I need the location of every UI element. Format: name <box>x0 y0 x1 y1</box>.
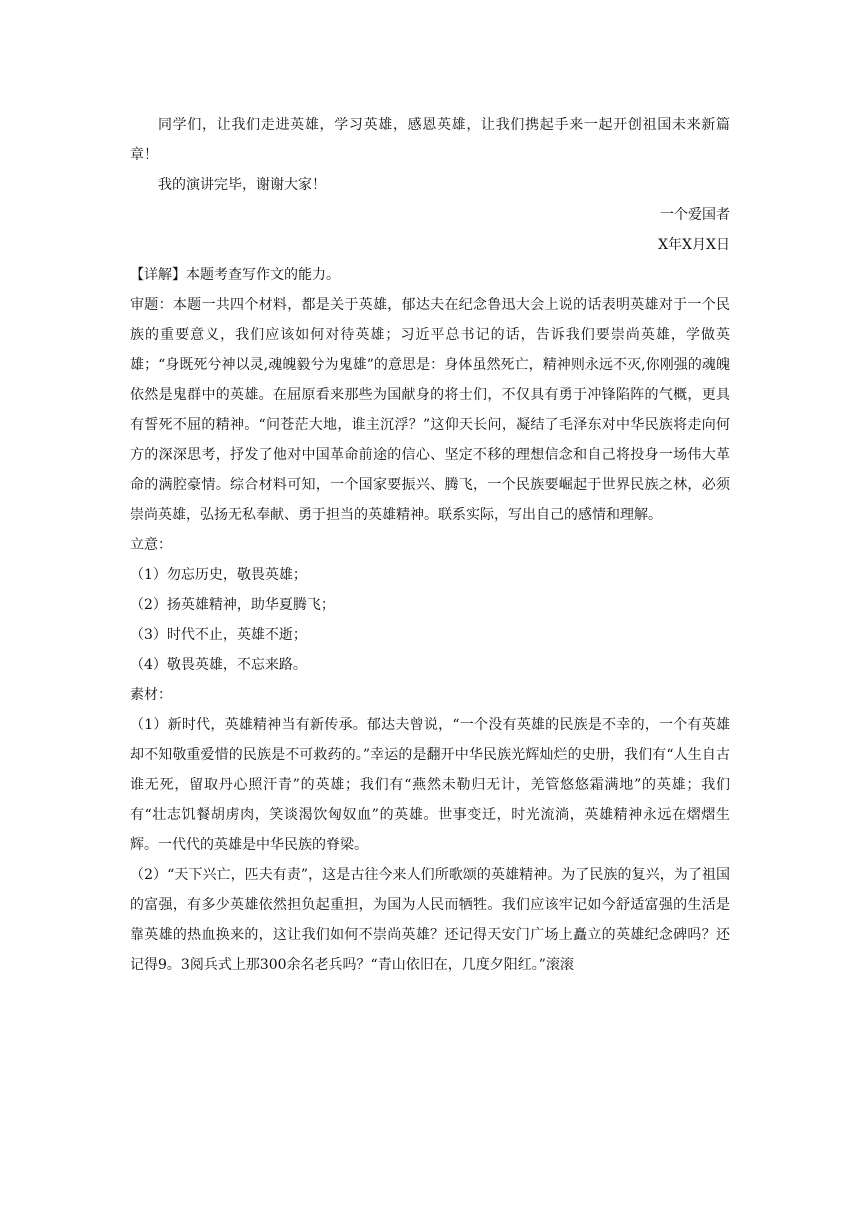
theme-item: （4）敬畏英雄，不忘来路。 <box>130 657 307 673</box>
detail-heading: 【详解】本题考查写作文的能力。 <box>130 267 340 283</box>
closing-thanks-paragraph: 我的演讲完毕，谢谢大家！ <box>158 177 326 193</box>
document-body <box>130 110 730 980</box>
theme-item: （1）勿忘历史，敬畏英雄； <box>130 567 307 583</box>
closing-call-paragraph: 同学们，让我们走进英雄，学习英雄，感恩英雄，让我们携起手来一起开创祖国未来新篇章！ <box>130 117 730 163</box>
material-item: （2）“天下兴亡，匹夫有责”，这是古往今来人们所歌颂的英雄精神。为了民族的复兴，为了祖国的富强，有多少英雄依然担负起重担，为国为人民而牺牲。我们应该牢记如今舒适富强的生活是靠英雄的热血换来的，这让我们如何不崇尚英雄？还记得天安门广场上矗立的英雄纪念碑吗？还记得9。3阅兵式上那300余名老兵吗？“青山依旧在，几度夕阳红。”滚滚 <box>130 867 730 973</box>
date-line: X年X月X日 <box>658 237 730 253</box>
material-item: （1）新时代，英雄精神当有新传承。郁达夫曾说，“一个没有英雄的民族是不幸的，一个有英雄却不知敬重爱惜的民族是不可救药的。”幸运的是翻开中华民族光辉灿烂的史册，我们有“人生自古谁无死，留取丹心照汗青”的英雄；我们有“燕然未勒归无计，羌管悠悠霜满地”的英雄；我们有“壮志饥餐胡虏肉，笑谈渴饮匈奴血”的英雄。世事变迁，时光流淌，英雄精神永远在熠熠生辉。一代代的英雄是中华民族的脊梁。 <box>130 717 730 853</box>
theme-heading: 立意： <box>130 537 172 553</box>
theme-item: （3）时代不止，英雄不逝； <box>130 627 307 643</box>
material-heading: 素材： <box>130 687 172 703</box>
theme-item: （2）扬英雄精神，助华夏腾飞； <box>130 597 335 613</box>
analysis-paragraph: 审题：本题一共四个材料，都是关于英雄，郁达夫在纪念鲁迅大会上说的话表明英雄对于一个民族的重要意义，我们应该如何对待英雄；习近平总书记的话，告诉我们要崇尚英雄，学做英雄；“身既死兮神以灵,魂魄毅兮为鬼雄”的意思是：身体虽然死亡，精神则永远不灭,你刚强的魂魄依然是鬼群中的英雄。在屈原看来那些为国献身的将士们，不仅具有勇于冲锋陷阵的气概，更具有誓死不屈的精神。“问苍茫大地，谁主沉浮？”这仰天长问，凝结了毛泽东对中华民族将走向何方的深深思考，抒发了他对中国革命前途的信心、坚定不移的理想信念和自己将投身一场伟大革命的满腔豪情。综合材料可知，一个国家要振兴、腾飞，一个民族要崛起于世界民族之林，必须崇尚英雄，弘扬无私奉献、勇于担当的英雄精神。联系实际，写出自己的感情和理解。 <box>130 297 730 523</box>
signature-line: 一个爱国者 <box>660 207 730 223</box>
